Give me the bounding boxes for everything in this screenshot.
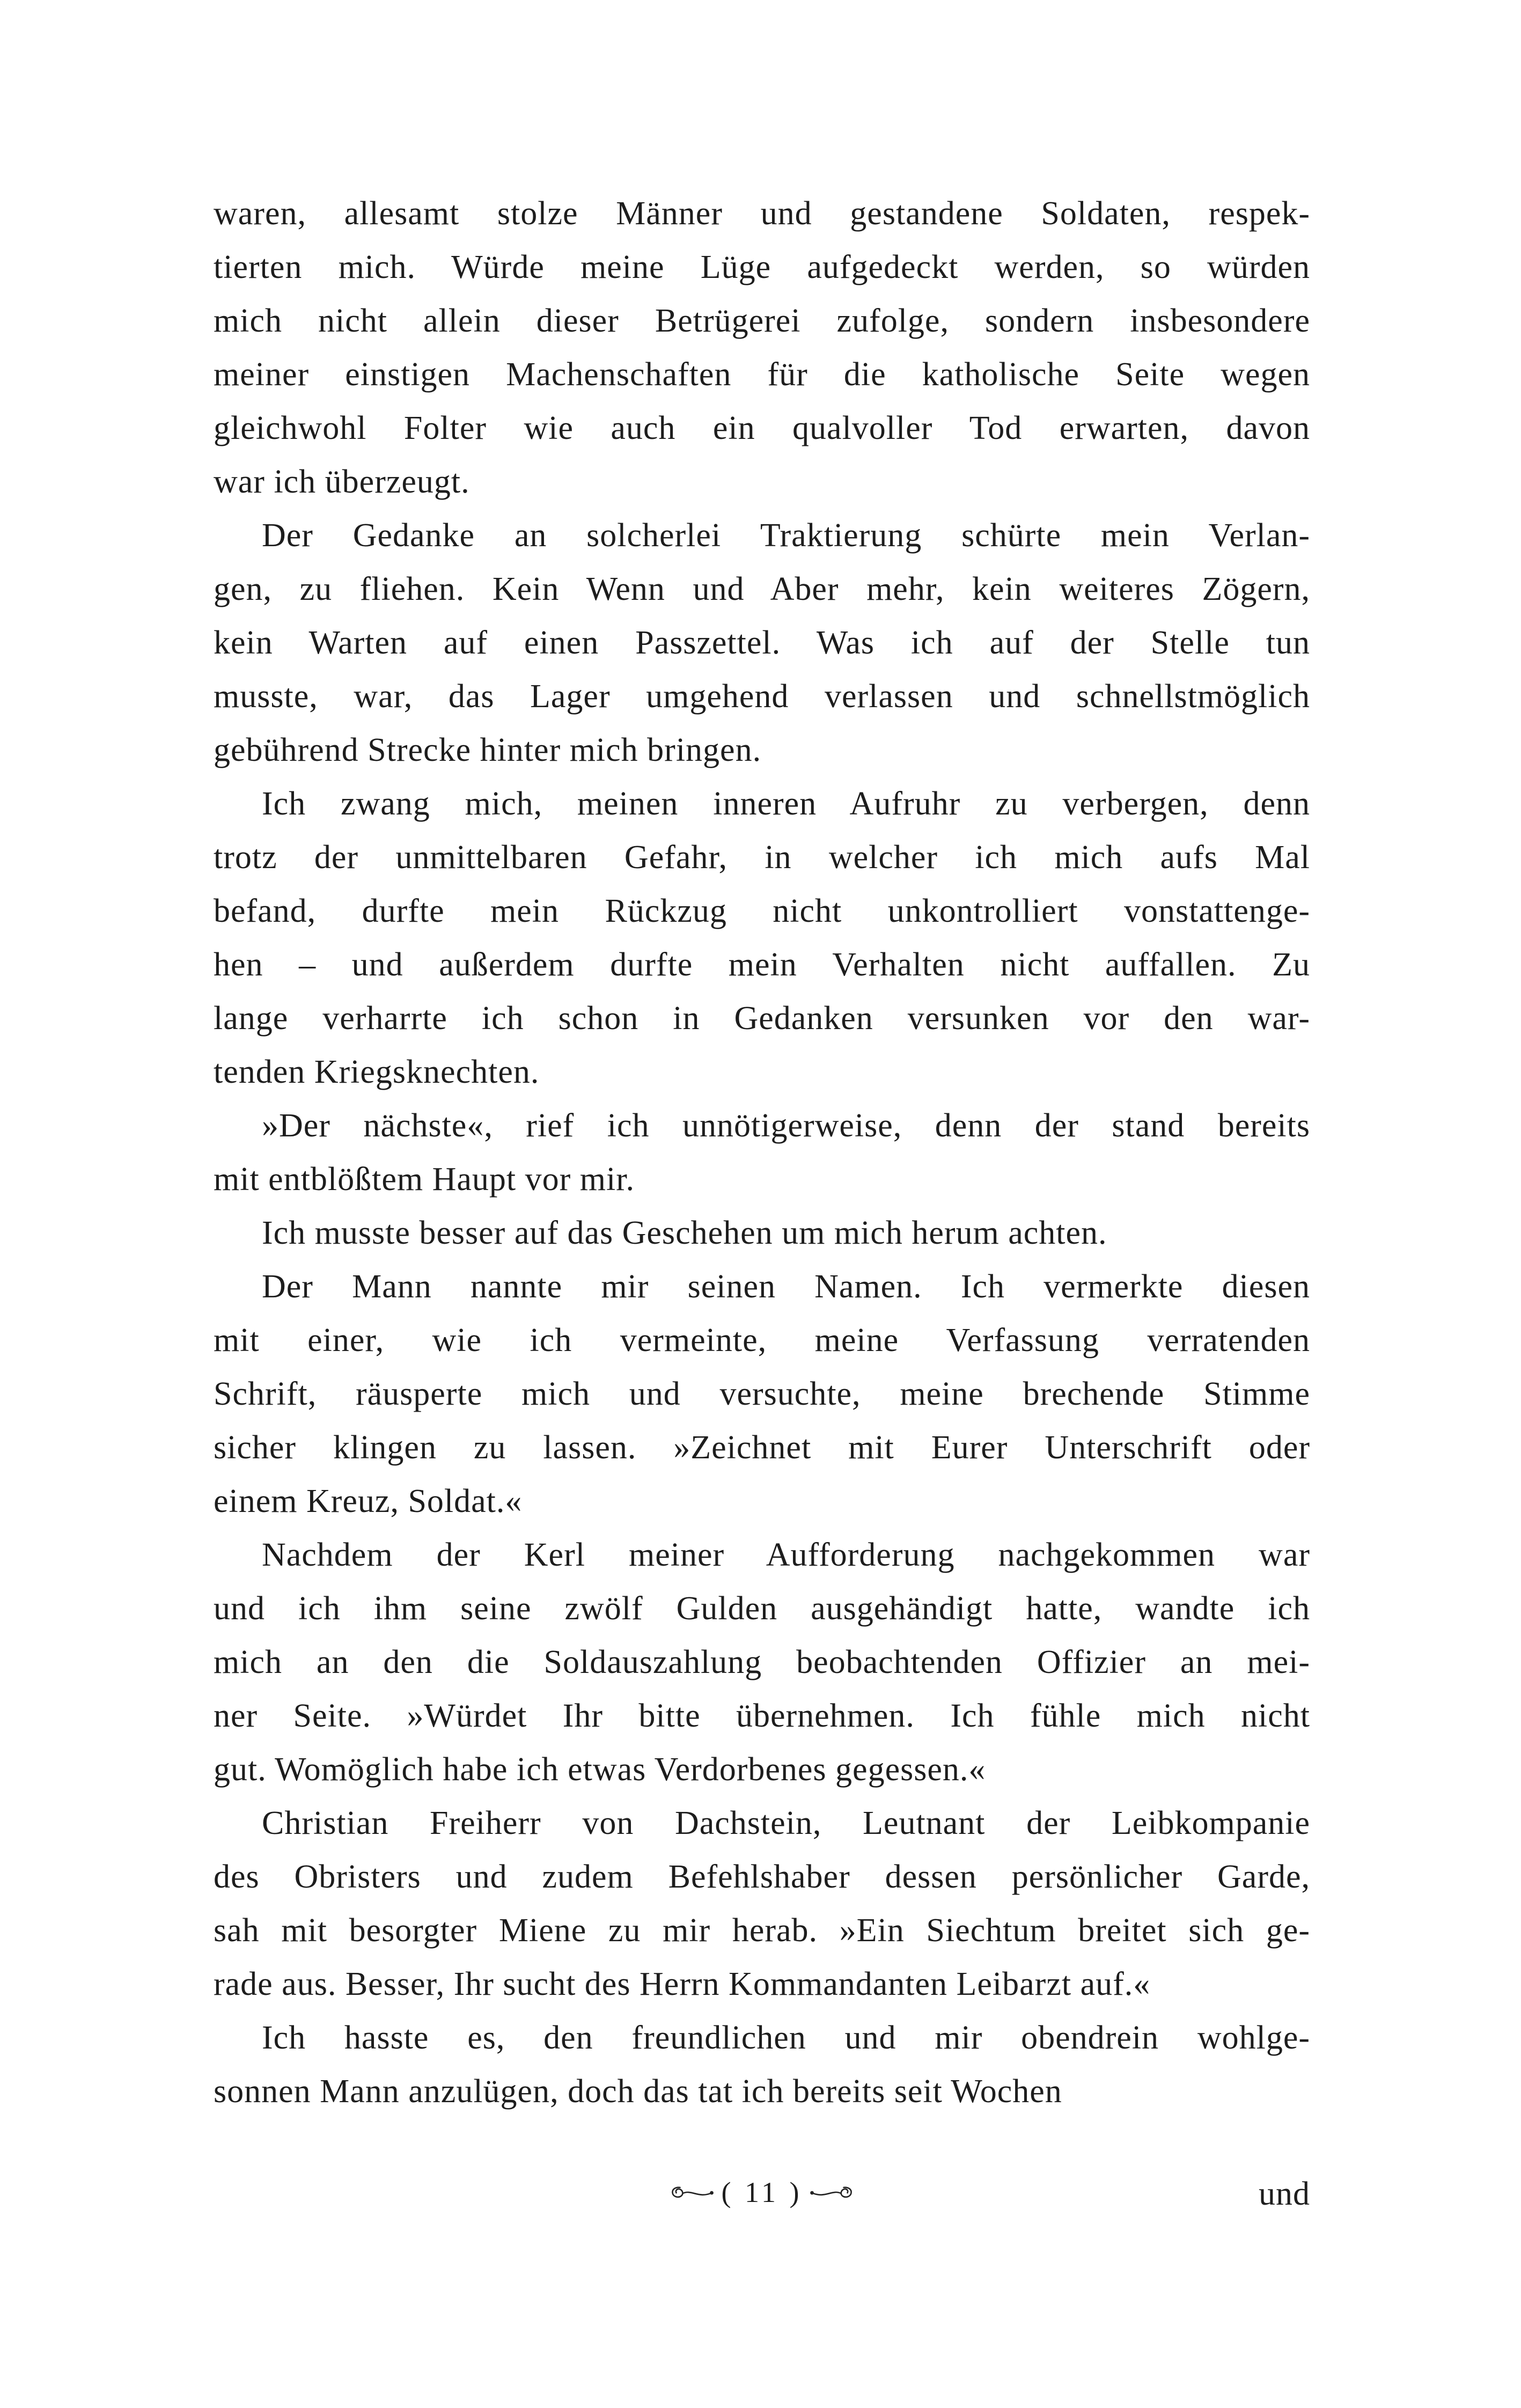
text-line: Der Mann nannte mir seinen Namen. Ich vermerkte diesen	[262, 1268, 1310, 1305]
text-line: sicher klingen zu lassen. »Zeichnet mit Eurer Unterschrift oder	[214, 1429, 1310, 1466]
text-line: hen – und außerdem durfte mein Verhalten nicht auffallen. Zu	[214, 946, 1310, 983]
text-line: mich an den die Soldauszahlung beobachtenden Offizier an mei-	[214, 1644, 1310, 1680]
paragraph	[214, 2011, 1310, 2118]
text-line: Ich zwang mich, meinen inneren Aufruhr zu verbergen, denn	[262, 785, 1310, 822]
text-line: Der Gedanke an solcherlei Traktierung schürte mein Verlan-	[262, 517, 1310, 554]
text-line: Christian Freiherr von Dachstein, Leutnant der Leibkompanie	[262, 1805, 1310, 1841]
text-line: des Obristers und zudem Befehlshaber dessen persönlicher Garde,	[214, 1859, 1310, 1895]
text-line: und ich ihm seine zwölf Gulden ausgehändigt hatte, wandte ich	[214, 1590, 1310, 1627]
text-line: Ich hasste es, den freundlichen und mir obendrein wohlge-	[262, 2020, 1310, 2056]
paragraph	[214, 1796, 1310, 2011]
text-line: Nachdem der Kerl meiner Aufforderung nachgekommen war	[262, 1537, 1310, 1573]
text-line: gebührend Strecke hinter mich bringen.	[214, 732, 762, 768]
text-line: gleichwohl Folter wie auch ein qualvoller Tod erwarten, davon	[214, 410, 1310, 446]
text-line: ner Seite. »Würdet Ihr bitte übernehmen. Ich fühle mich nicht	[214, 1698, 1310, 1734]
footer	[214, 2170, 1310, 2218]
paragraph	[214, 509, 1310, 777]
text-line: Schrift, räusperte mich und versuchte, meine brechende Stimme	[214, 1376, 1310, 1412]
text-line: mit einer, wie ich vermeinte, meine Verfassung verratenden	[214, 1322, 1310, 1359]
text-line: meiner einstigen Machenschaften für die katholische Seite wegen	[214, 356, 1310, 393]
text-line: mich nicht allein dieser Betrügerei zufolge, sondern insbesondere	[214, 303, 1310, 339]
text-line: tierten mich. Würde meine Lüge aufgedeckt werden, so würden	[214, 249, 1310, 285]
paragraph	[214, 1260, 1310, 1528]
paragraph	[214, 1099, 1310, 1206]
text-line: musste, war, das Lager umgehend verlassen und schnellstmöglich	[214, 678, 1310, 715]
text-line: waren, allesamt stolze Männer und gestandene Soldaten, respek-	[214, 195, 1310, 232]
text-line: »Der nächste«, rief ich unnötigerweise, denn der stand bereits	[262, 1107, 1310, 1144]
text-line: kein Warten auf einen Passzettel. Was ich auf der Stelle tun	[214, 625, 1310, 661]
text-line: befand, durfte mein Rückzug nicht unkontrolliert vonstattenge-	[214, 893, 1310, 929]
text-line: sonnen Mann anzulügen, doch das tat ich bereits seit Wochen	[214, 2073, 1062, 2110]
page-number-group	[669, 2170, 855, 2218]
text-line: gut. Womöglich habe ich etwas Verdorbenes gegessen.«	[214, 1751, 986, 1788]
floral-flourish-left-icon	[669, 2186, 714, 2202]
text-line: mit entblößtem Haupt vor mir.	[214, 1161, 635, 1198]
paragraph	[214, 777, 1310, 1099]
paragraph	[214, 187, 1310, 509]
text-line: rade aus. Besser, Ihr sucht des Herrn Kommandanten Leibarzt auf.«	[214, 1966, 1151, 2002]
text-line: Ich musste besser auf das Geschehen um mich herum achten.	[262, 1215, 1107, 1251]
text-line: tenden Kriegsknechten.	[214, 1054, 540, 1090]
catchword: und	[1259, 2175, 1310, 2212]
text-line: sah mit besorgter Miene zu mir herab. »Ein Siechtum breitet sich ge-	[214, 1912, 1310, 1949]
text-line: war ich überzeugt.	[214, 464, 470, 500]
floral-flourish-right-icon	[810, 2186, 855, 2202]
page-number: ( 11 )	[721, 2176, 803, 2208]
text-line: trotz der unmittelbaren Gefahr, in welcher ich mich aufs Mal	[214, 839, 1310, 876]
text-block	[214, 187, 1310, 2118]
text-line: gen, zu fliehen. Kein Wenn und Aber mehr, kein weiteres Zögern,	[214, 571, 1310, 607]
paragraph	[214, 1528, 1310, 1796]
paragraph	[214, 1206, 1310, 1260]
text-line: lange verharrte ich schon in Gedanken versunken vor den war-	[214, 1000, 1310, 1037]
text-line: einem Kreuz, Soldat.«	[214, 1483, 523, 1519]
